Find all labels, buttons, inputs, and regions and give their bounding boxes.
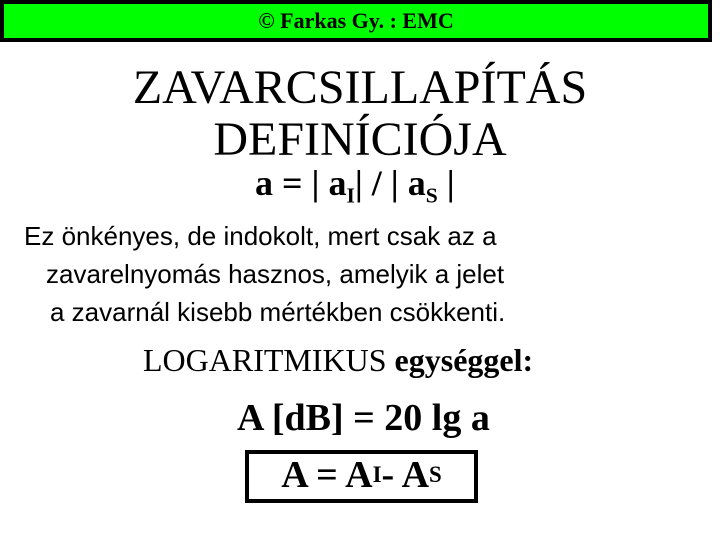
- db-formula: A [dB] = 20 lg a: [237, 397, 490, 439]
- log-label-normal: LOGARITMIKUS: [143, 342, 387, 378]
- boxed-formula: A = A I - A S: [245, 450, 478, 503]
- paragraph-line-3: a zavarnál kisebb mértékben csökkenti.: [50, 297, 506, 327]
- definition-formula-end: |: [437, 163, 455, 203]
- log-label-bold: egységgel:: [386, 342, 534, 378]
- header-text: © Farkas Gy. : EMC: [258, 8, 454, 33]
- log-label: [143, 341, 533, 379]
- boxed-formula-part1: A = A: [281, 453, 373, 496]
- header-bar: [0, 0, 712, 42]
- definition-formula-lhs: a = | a: [255, 163, 347, 203]
- definition-formula-sub-i: I: [346, 183, 355, 208]
- boxed-formula-part2: - A: [381, 453, 430, 496]
- page-title-line-2: DEFINÍCIÓJA: [213, 113, 507, 166]
- definition-formula-mid: | / | a: [354, 163, 426, 203]
- page-title-line-1: ZAVARCSILLAPÍTÁS: [132, 61, 588, 114]
- definition-formula: [255, 162, 455, 208]
- paragraph-line-2: zavarelnyomás hasznos, amelyik a jelet: [46, 259, 505, 289]
- paragraph-line-1: Ez önkényes, de indokolt, mert csak az a: [24, 221, 497, 251]
- definition-formula-sub-s: S: [425, 183, 438, 208]
